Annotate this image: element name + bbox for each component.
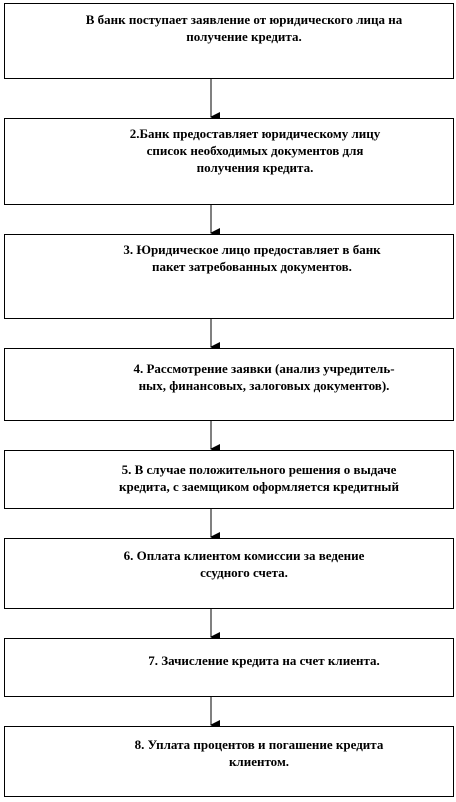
step-1-text [5,11,453,45]
step-2-line-3: получения кредита. [196,160,314,175]
step-3-box [4,234,454,319]
step-2-line-1: 2.Банк предоставляет юридическому лицу [129,126,381,141]
step-2-box [4,118,454,205]
step-2-line-2: список необходимых документов для [146,143,364,158]
step-8-text [5,736,453,770]
step-5-text [5,461,453,495]
step-6-text [5,547,453,581]
step-6-line-1: 6. Оплата клиентом комиссии за ведение [123,548,365,563]
step-3-line-1: 3. Юридическое лицо предоставляет в банк [123,242,381,257]
step-3-line-2: пакет затребованных документов. [152,259,352,274]
step-3-text [5,241,453,275]
step-4-line-2: ных, финансовых, залоговых документов). [138,378,390,393]
step-5-box [4,450,454,509]
step-1-line-2: получение кредита. [186,29,302,44]
step-8-box [4,726,454,797]
step-6-line-2: ссудного счета. [200,565,288,580]
step-2-text [5,125,453,176]
step-1-box [4,3,454,79]
step-8-line-1: 8. Уплата процентов и погашение кредита [134,737,384,752]
step-7-text [5,652,453,669]
step-1-line-1: В банк поступает заявление от юридического лица на [85,12,403,27]
step-4-text [5,360,453,394]
step-7-line-1: 7. Зачисление кредита на счет клиента. [148,653,380,668]
step-5-line-2: кредита, с заемщиком оформляется кредитный [119,479,399,494]
step-7-box [4,638,454,697]
step-6-box [4,538,454,609]
step-4-line-1: 4. Рассмотрение заявки (анализ учредитель- [133,361,395,376]
step-4-box [4,348,454,421]
step-8-line-2: клиентом. [228,754,290,769]
step-5-line-1: 5. В случае положительного решения о выдаче [121,462,397,477]
